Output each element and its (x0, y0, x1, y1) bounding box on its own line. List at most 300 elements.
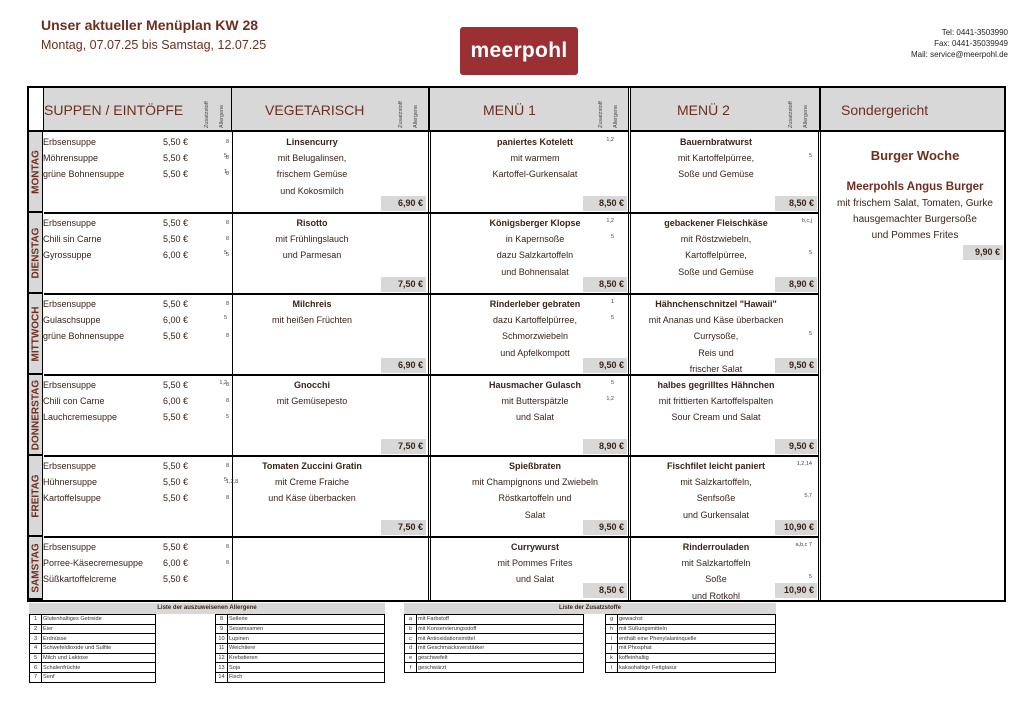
soup-price: 5,50 € (163, 412, 189, 423)
soup-price: 6,00 € (163, 250, 189, 261)
header-allergene-label: Allergene (413, 104, 419, 128)
dish-name: Currywurst (510, 542, 560, 552)
soup-allergen: 1,2,8 (226, 479, 239, 486)
legend-code: 1 (30, 615, 42, 625)
header-sonder (820, 88, 1004, 132)
legend-row (30, 615, 156, 625)
dish-allergen: b,c,j (801, 218, 812, 224)
header-allergene-label: Allergene (803, 104, 809, 128)
zusatz-legend-right (605, 614, 776, 673)
soup-allergen: 8 (226, 333, 230, 340)
dish-name: Spießbraten (508, 461, 562, 471)
dish-allergen: 1,2,14 (796, 461, 812, 467)
soup-price: 5,50 € (163, 461, 189, 471)
soup-allergen: 8 (226, 171, 230, 178)
legend-code: 14 (216, 673, 228, 683)
dish-desc: mit Salzkartoffeln (681, 558, 751, 569)
legend-row (216, 634, 385, 644)
menu-grid (27, 86, 1006, 602)
dish-price: 9,50 € (583, 358, 627, 373)
legend-text: geschwefelt (417, 653, 584, 663)
dish-desc: mit Creme Fraiche (274, 477, 350, 488)
dish-desc: Kartoffelpürree, (685, 250, 747, 261)
dish-desc: frischer Salat (689, 363, 743, 374)
m2-line (664, 215, 768, 231)
header-suppen-label: SUPPEN / EINTÖPFE (44, 102, 184, 118)
dish-desc: und Rotkohl (691, 590, 741, 601)
dish-allergen: a,b,c 7 (795, 542, 812, 548)
legend-text: Lupinen (228, 634, 385, 644)
legend-code: f (405, 663, 417, 673)
soup-allergen: 8 (226, 139, 230, 145)
day-name: DIENSTAG (30, 227, 41, 278)
veg-line (275, 474, 349, 490)
dish-price: 8,50 € (583, 277, 627, 292)
contact-tel: Tel: 0441-3503990 (941, 28, 1008, 37)
dish-price: 10,90 € (775, 583, 817, 598)
legend-code: a (405, 615, 417, 625)
day-name: DONNERSTAG (30, 379, 41, 450)
soup-price: 5,50 € (163, 380, 189, 390)
soup-price: 5,50 € (163, 218, 189, 228)
legend-code: j (606, 644, 618, 654)
dish-allergen: 5 (223, 153, 227, 160)
m2-line (705, 571, 727, 587)
legend-row (30, 624, 156, 634)
dish-name: Rinderrouladen (682, 542, 750, 552)
soup-allergen: 5 (226, 414, 230, 421)
m2-line (697, 490, 736, 506)
dish-name: gebackener Fleischkäse (664, 218, 768, 228)
soup-price: 6,00 € (163, 396, 189, 407)
dish-desc: Senfsoße (696, 493, 736, 504)
legend-code: 2 (30, 624, 42, 634)
soup-price: 5,50 € (163, 234, 189, 245)
dish-desc: Sour Cream und Salat (671, 412, 761, 423)
legend-text: Soja (228, 663, 385, 673)
dish-desc: mit warmem (510, 153, 560, 164)
dish-name: Fischfilet leicht paniert (666, 461, 766, 471)
legend-text: Weichtiere (228, 644, 385, 654)
day-label (29, 213, 43, 294)
dish-desc: und Käse überbacken (268, 493, 356, 504)
legend-row (405, 653, 584, 663)
m1-line (501, 264, 569, 280)
legend-row (606, 653, 776, 663)
legend-code: 3 (30, 634, 42, 644)
legend-row (405, 644, 584, 654)
dish-allergen: 1 (223, 169, 227, 176)
meerpohl-logo: meerpohl (460, 27, 578, 75)
dish-allergen: 5 (808, 331, 812, 338)
m1-line (493, 312, 577, 328)
m1-line (489, 377, 581, 393)
legend-text: Milch und Laktose (42, 653, 156, 663)
m1-line (516, 409, 554, 425)
m2-line (678, 166, 754, 182)
legend-row (30, 663, 156, 673)
legend-row (606, 644, 776, 654)
soup-allergen: 8 (226, 463, 230, 469)
row-divider (44, 536, 819, 538)
veg-line (292, 296, 331, 312)
legend-row (606, 624, 776, 634)
sonder-desc: mit frischem Salat, Tomaten, Gurke (837, 198, 993, 209)
dish-desc: dazu Kartoffelpürree, (493, 315, 577, 326)
m1-line (489, 215, 580, 231)
soup-allergen: 8 (226, 220, 230, 226)
soup-name: Hühnersuppe (43, 477, 98, 488)
veg-line (283, 247, 342, 263)
dish-price: 7,50 € (381, 439, 426, 454)
day-label (29, 294, 43, 375)
legend-text: Schalenfrüchte (42, 663, 156, 673)
legend-code: d (405, 644, 417, 654)
dish-price: 9,50 € (775, 358, 817, 373)
dish-price: 10,90 € (775, 520, 817, 535)
dish-allergen: 1 (610, 299, 614, 305)
legend-code: 5 (30, 653, 42, 663)
day-name: MONTAG (30, 149, 41, 194)
legend-row (216, 673, 385, 683)
soup-name: Möhrensuppe (43, 153, 99, 164)
legend-row (216, 653, 385, 663)
m2-line (680, 474, 751, 490)
dish-allergen: 5 (610, 234, 614, 241)
dish-name: Bauernbratwurst (679, 137, 753, 147)
m2-line (692, 588, 740, 604)
legend-row (606, 663, 776, 673)
soup-name: Süßkartoffelcreme (43, 574, 117, 585)
dish-price: 7,50 € (381, 277, 426, 292)
m2-line (678, 150, 754, 166)
m2-line (683, 539, 750, 555)
soup-price: 5,50 € (163, 169, 189, 180)
legend-code: h (606, 624, 618, 634)
dish-name: Hausmacher Gulasch (488, 380, 582, 390)
dish-allergen: 5 (610, 315, 614, 322)
day-name: FREITAG (30, 473, 41, 518)
legend-text: Sellerie (228, 615, 385, 625)
legend-code: 10 (216, 634, 228, 644)
dish-price: 8,90 € (583, 439, 627, 454)
dish-desc: und Parmesan (282, 250, 342, 261)
soup-price: 5,50 € (163, 477, 189, 488)
soup-price: 6,00 € (163, 558, 189, 569)
soup-allergen: 5 (226, 252, 230, 259)
veg-line (272, 312, 352, 328)
soup-allergen: 8 (226, 398, 230, 405)
dish-price: 9,50 € (775, 439, 817, 454)
dish-name: Königsberger Klopse (489, 218, 581, 228)
m1-line (497, 555, 572, 571)
dish-desc: Soße (705, 574, 727, 585)
row-divider (44, 455, 819, 457)
m2-line (682, 555, 751, 571)
legend-text: Glutenhaltiges Getreide (42, 615, 156, 625)
legend-code: 11 (216, 644, 228, 654)
legend-code: 13 (216, 663, 228, 673)
dish-desc: in Kapernsoße (505, 234, 565, 245)
col-divider (428, 132, 431, 600)
legend-text: Schwefeldioxide und Sulfite (42, 644, 156, 654)
header-vegetarisch (232, 88, 429, 132)
soup-allergen: 8 (226, 495, 230, 502)
legend-text: mit Süßungsmitteln (618, 624, 776, 634)
dish-desc: mit Frühlingslauch (275, 234, 349, 245)
dish-price: 7,50 € (381, 520, 426, 535)
m1-line (493, 166, 578, 182)
legend-row (405, 624, 584, 634)
legend-code: 9 (216, 624, 228, 634)
m1-line (506, 231, 565, 247)
legend-code: c (405, 634, 417, 644)
header-menu2-label: MENÜ 2 (677, 102, 730, 118)
soup-price: 5,50 € (163, 299, 189, 309)
soup-name: Erbsensuppe (43, 542, 97, 552)
legend-text: geschwärzt (417, 663, 584, 673)
dish-price: 6,90 € (381, 358, 426, 373)
legend-text: mit Phosphat (618, 644, 776, 654)
soup-name: Porree-Käsecremesuppe (43, 558, 144, 569)
soup-price: 5,50 € (163, 493, 189, 504)
dish-desc: und Salat (515, 574, 555, 585)
dish-desc: Currysoße, (693, 331, 739, 342)
legend-row (606, 615, 776, 625)
dish-desc: Soße und Gemüse (678, 266, 754, 277)
dish-price: 6,90 € (381, 196, 426, 211)
sonder-dish-name: Meerpohls Angus Burger (846, 181, 984, 193)
zusatz-legend-title: Liste der Zusatzstoffe (404, 603, 776, 614)
header-zusatz-label: Zusatzstoff (598, 101, 604, 128)
dish-desc: Röstkartoffeln und (498, 493, 572, 504)
dish-desc: und Gurkensalat (682, 509, 750, 520)
legend-code: 8 (216, 615, 228, 625)
m2-line (680, 134, 752, 150)
sonder-desc: hausgemachter Burgersoße (853, 214, 977, 225)
allergene-legend-title: Liste der auszuweisenen Allergene (29, 603, 385, 614)
dish-desc: mit Belugalinsen, (277, 153, 347, 164)
dish-desc: mit Champignons und Zwiebeln (471, 477, 599, 488)
m1-line (511, 150, 560, 166)
dish-desc: Salat (524, 509, 546, 520)
dish-allergen: 5 (610, 380, 614, 386)
dish-desc: dazu Salzkartoffeln (496, 250, 574, 261)
header-zusatz-label: Zusatzstoff (788, 101, 794, 128)
header-veg-label: VEGETARISCH (265, 102, 365, 118)
m1-line (497, 134, 573, 150)
m2-line (685, 247, 747, 263)
sonder-desc: und Pommes Frites (871, 230, 959, 241)
veg-line (294, 377, 330, 393)
dish-desc: mit Salzkartoffeln, (680, 477, 752, 488)
dish-desc: und Salat (515, 412, 555, 423)
legend-text: mit Antioxidationsmittel (417, 634, 584, 644)
legend-code: 6 (30, 663, 42, 673)
m2-line (678, 264, 754, 280)
legend-code: g (606, 615, 618, 625)
dish-desc: mit heißen Früchten (271, 315, 353, 326)
dish-desc: mit Pommes Frites (497, 558, 573, 569)
m2-line (657, 377, 774, 393)
soup-name: Erbsensuppe (43, 380, 97, 390)
m2-line (649, 312, 784, 328)
soup-name: grüne Bohnensuppe (43, 169, 125, 180)
soup-name: Lauchcremesuppe (43, 412, 118, 423)
legend-text: mit Geschmacksverstärker (417, 644, 584, 654)
dish-allergen: 1,2 (219, 380, 227, 386)
dish-name: Milchreis (292, 299, 332, 309)
legend-text: gewachst (618, 615, 776, 625)
veg-line (278, 150, 347, 166)
zusatz-legend-left (404, 614, 584, 673)
m1-line (500, 345, 570, 361)
contact-mail[interactable]: Mail: service@meerpohl.de (910, 50, 1008, 59)
dish-price: 8,50 € (583, 583, 627, 598)
m1-line (509, 458, 561, 474)
dish-allergen: 1,2 (606, 218, 614, 224)
dish-desc: und Bohnensalat (501, 266, 569, 277)
legend-code: 4 (30, 644, 42, 654)
dish-desc: mit Gemüsepesto (276, 396, 348, 407)
day-label (29, 456, 43, 537)
m2-line (694, 328, 739, 344)
legend-text: Senf (42, 673, 156, 683)
m2-line (683, 507, 749, 523)
dish-allergen: 5 (808, 153, 812, 160)
dish-desc: Reis und (698, 347, 734, 358)
row-divider (44, 212, 819, 214)
soup-price: 5,50 € (163, 574, 189, 585)
dish-desc: mit Ananas und Käse überbacken (648, 315, 784, 326)
m2-line (655, 296, 777, 312)
dish-desc: Soße und Gemüse (678, 169, 754, 180)
corner-cell (29, 88, 44, 132)
sonder-price: 9,90 € (963, 245, 1003, 260)
header-menu1 (429, 88, 629, 132)
m1-line (499, 490, 572, 506)
legend-text: enthält eine Phenylalaninquelle (618, 634, 776, 644)
soup-name: Erbsensuppe (43, 218, 97, 228)
dish-allergen: 5 (223, 250, 227, 257)
header-menu1-label: MENÜ 1 (483, 102, 536, 118)
header-zusatz-label: Zusatzstoff (204, 101, 210, 128)
legend-text: kakaohaltige Fettglasur (618, 663, 776, 673)
m1-line (502, 328, 568, 344)
dish-desc: mit Röstzwiebeln, (680, 234, 752, 245)
dish-desc: mit frittierten Kartoffelspalten (658, 396, 774, 407)
header-menu2 (630, 88, 820, 132)
legend-code: b (405, 624, 417, 634)
veg-line (275, 231, 348, 247)
soup-name: Chili con Carne (43, 396, 105, 407)
col-divider (818, 132, 821, 600)
legend-text: mit Farbstoff (417, 615, 584, 625)
m1-line (511, 539, 559, 555)
veg-line (277, 393, 348, 409)
soup-allergen: 8 (226, 544, 230, 550)
legend-row (216, 644, 385, 654)
dish-price: 9,50 € (583, 520, 627, 535)
col-divider (628, 132, 631, 600)
header-allergene-label: Allergene (219, 104, 225, 128)
legend-text: Erdnüsse (42, 634, 156, 644)
day-name: SAMSTAG (30, 542, 41, 593)
dish-name: paniertes Kotelett (496, 137, 574, 147)
m2-line (659, 393, 773, 409)
soup-name: Erbsensuppe (43, 461, 97, 471)
legend-text: koffeinhaltig (618, 653, 776, 663)
day-label (29, 375, 43, 456)
legend-row (30, 634, 156, 644)
m1-line (525, 507, 546, 523)
legend-row (30, 673, 156, 683)
soup-name: Kartoffelsuppe (43, 493, 101, 504)
date-range: Montag, 07.07.25 bis Samstag, 12.07.25 (41, 38, 267, 52)
legend-row (30, 644, 156, 654)
legend-row (405, 615, 584, 625)
header-sonder-label: Sondergericht (841, 102, 929, 118)
dish-allergen: 5 (223, 315, 227, 322)
dish-allergen: 5,7 (804, 493, 812, 500)
soup-name: Gyrossuppe (43, 250, 92, 261)
m1-line (472, 474, 598, 490)
dish-allergen: 1,2 (606, 396, 614, 403)
legend-code: 12 (216, 653, 228, 663)
veg-line (280, 183, 344, 199)
legend-row (216, 624, 385, 634)
soup-price: 5,50 € (163, 542, 189, 552)
dish-name: Hähnchenschnitzel "Hawaii" (655, 299, 777, 309)
dish-allergen: 1,2 (606, 137, 614, 143)
header-allergene-label: Allergene (613, 104, 619, 128)
legend-code: l (606, 663, 618, 673)
veg-line (268, 490, 356, 506)
dish-allergen: 5 (808, 574, 812, 581)
day-label (29, 537, 43, 600)
legend-text: Eier (42, 624, 156, 634)
allergene-legend-right (215, 614, 385, 683)
header-zusatz-label: Zusatzstoff (398, 101, 404, 128)
legend-row (30, 653, 156, 663)
dish-desc: frischem Gemüse (276, 169, 348, 180)
legend-row (405, 634, 584, 644)
legend-text: mit Konservierungsstoff (417, 624, 584, 634)
m1-line (516, 571, 554, 587)
veg-line (286, 134, 338, 150)
legend-code: e (405, 653, 417, 663)
row-divider (44, 293, 819, 295)
m2-line (698, 345, 734, 361)
dish-allergen: 5 (808, 250, 812, 257)
dish-price: 8,50 € (775, 196, 817, 211)
soup-allergen: 8 (226, 301, 230, 307)
soup-name: Erbsensuppe (43, 137, 97, 147)
legend-code: i (606, 634, 618, 644)
dish-price: 8,90 € (775, 277, 817, 292)
legend-text: Krebstieren (228, 653, 385, 663)
soup-name: Gulaschsuppe (43, 315, 101, 326)
sonder-title: Burger Woche (870, 148, 960, 163)
m2-line (681, 231, 752, 247)
soup-allergen: 8 (226, 155, 230, 162)
veg-line (262, 458, 362, 474)
m2-line (671, 409, 760, 425)
legend-row (216, 663, 385, 673)
dish-name: Gnocchi (293, 380, 331, 390)
veg-line (297, 215, 328, 231)
soup-name: grüne Bohnensuppe (43, 331, 125, 342)
